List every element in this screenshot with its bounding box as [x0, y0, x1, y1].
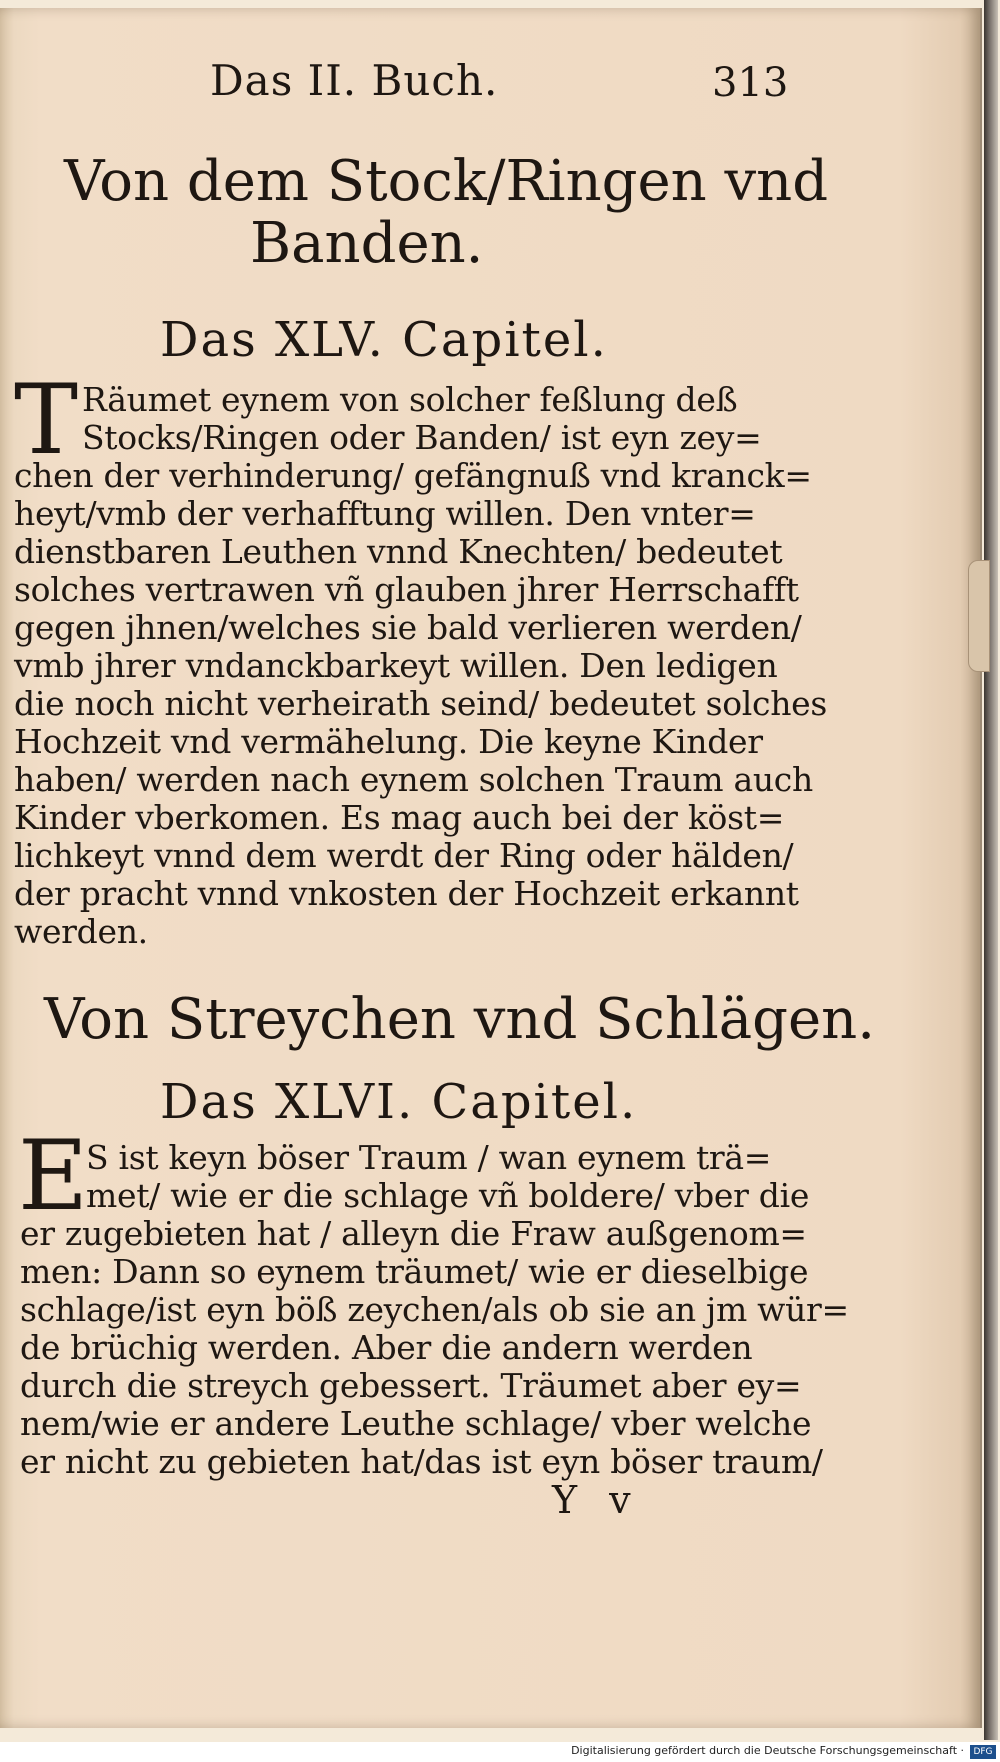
chapter-45-line: chen der verhinderung/ gefängnuß vnd kranck=	[14, 456, 812, 495]
chapter-45-line: Kinder vberkomen. Es mag auch bei der köst=	[14, 798, 785, 837]
chapter-46-label: Das XLVI. Capitel.	[160, 1074, 638, 1130]
chapter-45-label: Das XLV. Capitel.	[160, 312, 608, 368]
chapter-45-line: die noch nicht verheirath seind/ bedeutet solches	[14, 684, 828, 723]
dfg-logo: DFG	[970, 1745, 996, 1759]
chapter-46-line: schlage/ist eyn böß zeychen/als ob sie an jm wür=	[20, 1290, 849, 1329]
chapter-45-line: der pracht vnnd vnkosten der Hochzeit erkannt	[14, 874, 799, 913]
chapter-45-line: dienstbaren Leuthen vnnd Knechten/ bedeutet	[14, 532, 783, 571]
book-binding-edge	[984, 0, 998, 1740]
chapter-45-line: werden.	[14, 912, 148, 951]
chapter-45-initial: T	[14, 364, 79, 476]
chapter-45-line: heyt/vmb der verhafftung willen. Den vnter=	[14, 494, 756, 533]
chapter-45-line: Stocks/Ringen oder Banden/ ist eyn zey=	[82, 418, 762, 457]
chapter-46-line: nem/wie er andere Leuthe schlage/ vber welche	[20, 1404, 812, 1443]
chapter-46-line: er zugebieten hat / alleyn die Fraw außgenom=	[20, 1214, 807, 1253]
chapter-45-line: vmb jhrer vndanckbarkeyt willen. Den ledigen	[14, 646, 778, 685]
digitization-credit: Digitalisierung gefördert durch die Deutsche Forschungsgemeinschaft ·	[571, 1744, 964, 1757]
chapter-45-heading-line-1: Von dem Stock/Ringen vnd	[64, 149, 829, 214]
chapter-45-line: Räumet eynem von solcher feßlung deß	[82, 380, 738, 419]
chapter-45-line: lichkeyt vnnd dem werdt der Ring oder hälden/	[14, 836, 794, 875]
chapter-45-line: Hochzeit vnd vermähelung. Die keyne Kinder	[14, 722, 763, 761]
chapter-46-line: S ist keyn böser Traum / wan eynem trä=	[86, 1138, 772, 1177]
chapter-46-line: durch die streych gebessert. Träumet aber ey=	[20, 1366, 802, 1405]
page-number: 313	[712, 60, 789, 106]
running-head: Das II. Buch.	[210, 56, 499, 105]
chapter-46-line: de brüchig werden. Aber die andern werden	[20, 1328, 753, 1367]
chapter-46-line: men: Dann so eynem träumet/ wie er dieselbige	[20, 1252, 809, 1291]
chapter-45-heading-line-2: Banden.	[250, 211, 484, 276]
chapter-46-initial: E	[18, 1120, 89, 1232]
signature-mark: Y v	[552, 1478, 641, 1522]
chapter-45-line: gegen jhnen/welches sie bald verlieren werden/	[14, 608, 802, 647]
chapter-46-heading: Von Streychen vnd Schlägen.	[44, 987, 876, 1052]
chapter-46-line: met/ wie er die schlage vñ boldere/ vber die	[86, 1176, 810, 1215]
chapter-46-line: er nicht zu gebieten hat/das ist eyn böser traum/	[20, 1442, 823, 1481]
chapter-45-line: solches vertrawen vñ glauben jhrer Herrschafft	[14, 570, 799, 609]
chapter-45-line: haben/ werden nach eynem solchen Traum auch	[14, 760, 813, 799]
